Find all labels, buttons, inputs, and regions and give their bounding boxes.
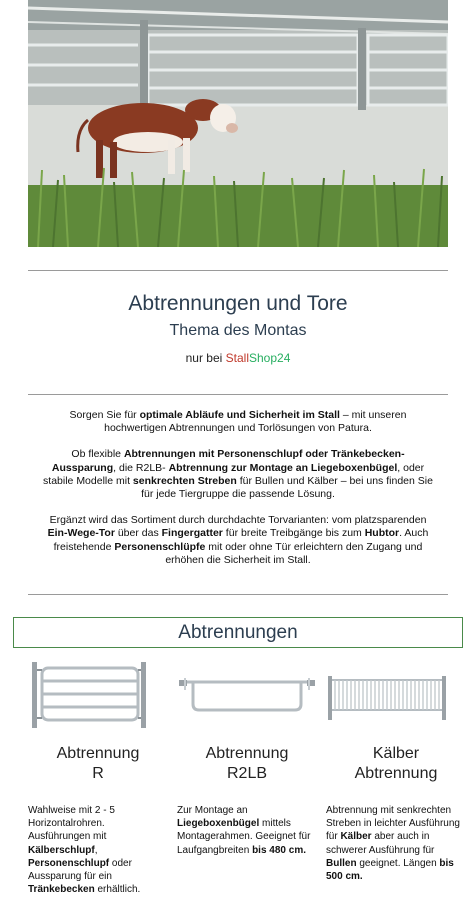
bold-text: Personenschlüpfe [114,540,206,553]
product-name[interactable] [326,744,466,784]
product-name-line: R [92,765,104,782]
text: , die R2LB- [113,461,169,474]
product-name[interactable] [28,744,168,784]
text: oder Aussparung für ein [28,857,132,883]
divider [28,394,448,395]
bold-text: Bullen [326,857,357,869]
text: mit oder ohne Tür erleichtern den Zugang und erhöhen die Sicherheit im Stall. [165,540,423,566]
bold-text: senkrechten Streben [132,474,237,487]
bold-text: Kälber [340,831,372,843]
bold-text: Hubtor [364,527,400,540]
product-image[interactable] [177,660,317,730]
intro-text [40,409,436,580]
text: für Bullen und Kälber – bei uns finden Sie für jede Tiergruppe die passende Lösung. [141,474,433,501]
product-description [326,804,466,883]
bold-text: Kälberschlupf [28,844,95,856]
product-image[interactable] [326,660,466,730]
text: über das [114,527,162,540]
brand-stall[interactable]: Stall [225,351,249,365]
product-name-line: Abtrennung [205,745,289,762]
intro-paragraph-2 [40,448,436,501]
product-card[interactable] [177,660,317,857]
product-name-line: Abtrennung [56,745,140,762]
product-name-line: Kälber [372,745,420,762]
product-name[interactable] [177,744,317,784]
bold-text: bis 500 cm. [326,857,454,883]
product-card[interactable] [326,660,466,883]
text: erhältlich. [94,884,141,896]
fence-r2lb-icon [177,660,317,730]
bold-text: Tränkebecken [28,884,95,896]
divider [28,594,448,595]
text: aber auch in schwerer Ausführung für [326,831,435,856]
product-card[interactable] [28,660,168,896]
text: geeignet. Längen [356,857,440,869]
text: , [94,844,98,856]
product-description [177,804,317,857]
text: Ob flexible [71,448,124,461]
bold-text: Fingergatter [161,527,223,540]
cow-in-barn-photo-icon [28,0,448,247]
bold-text: Ein-Wege-Tor [47,527,115,540]
product-description [28,804,168,896]
bold-text: Abtrennung zur Montage an Liegeboxenbügel [168,461,398,474]
bold-text: Personenschlupf [28,857,110,869]
product-name-line: R2LB [226,765,268,782]
hero-photo [28,0,448,247]
text: Zur Montage an [177,805,248,816]
text: , oder stabile Modelle mit [43,461,425,487]
bold-text: Liegeboxenbügel [177,818,260,830]
text: Ergänzt wird das Sortiment durch durchdachte Torvarianten: vom platzsparenden [49,514,427,527]
bold-text: Abtrennungen mit Personenschlupf oder Tränkebecken-Aussparung [51,448,405,474]
intro-paragraph-3 [40,514,436,567]
product-image[interactable] [28,660,168,730]
text: für breite Treibgänge bis zum [222,527,365,540]
page-subtitle: Thema des Montas [169,322,307,339]
brand-line [0,351,476,365]
text: Abtrennung mit senkrechten Streben in leichter Ausführung für [326,805,460,843]
text: – mit unseren hochwertigen Abtrennungen und Torlösungen von Patura. [104,409,407,435]
divider [28,270,448,271]
page-title: Abtrennungen und Tore [128,292,348,315]
calf-fence-bars [335,680,439,710]
brand-prefix: nur bei [185,351,226,365]
calf-fence-icon [326,660,466,730]
text: . Auch freistehende [53,527,429,553]
bold-text: optimale Abläufe und Sicherheit im Stall [139,409,340,421]
product-name-line: Abtrennung [354,765,438,782]
intro-paragraph-1 [40,409,436,435]
text: mittels Montagerahmen. Geeignet für Laufgangbreiten [177,818,311,856]
bold-text: bis 480 cm. [252,844,306,856]
brand-shop[interactable]: Shop24 [249,351,291,365]
fence-r-icon [28,660,168,730]
text: Sorgen Sie für [69,409,140,421]
section-heading: Abtrennungen [13,617,463,648]
text: Wahlweise mit 2 - 5 Horizontalrohren. Ausführungen mit [28,805,115,843]
